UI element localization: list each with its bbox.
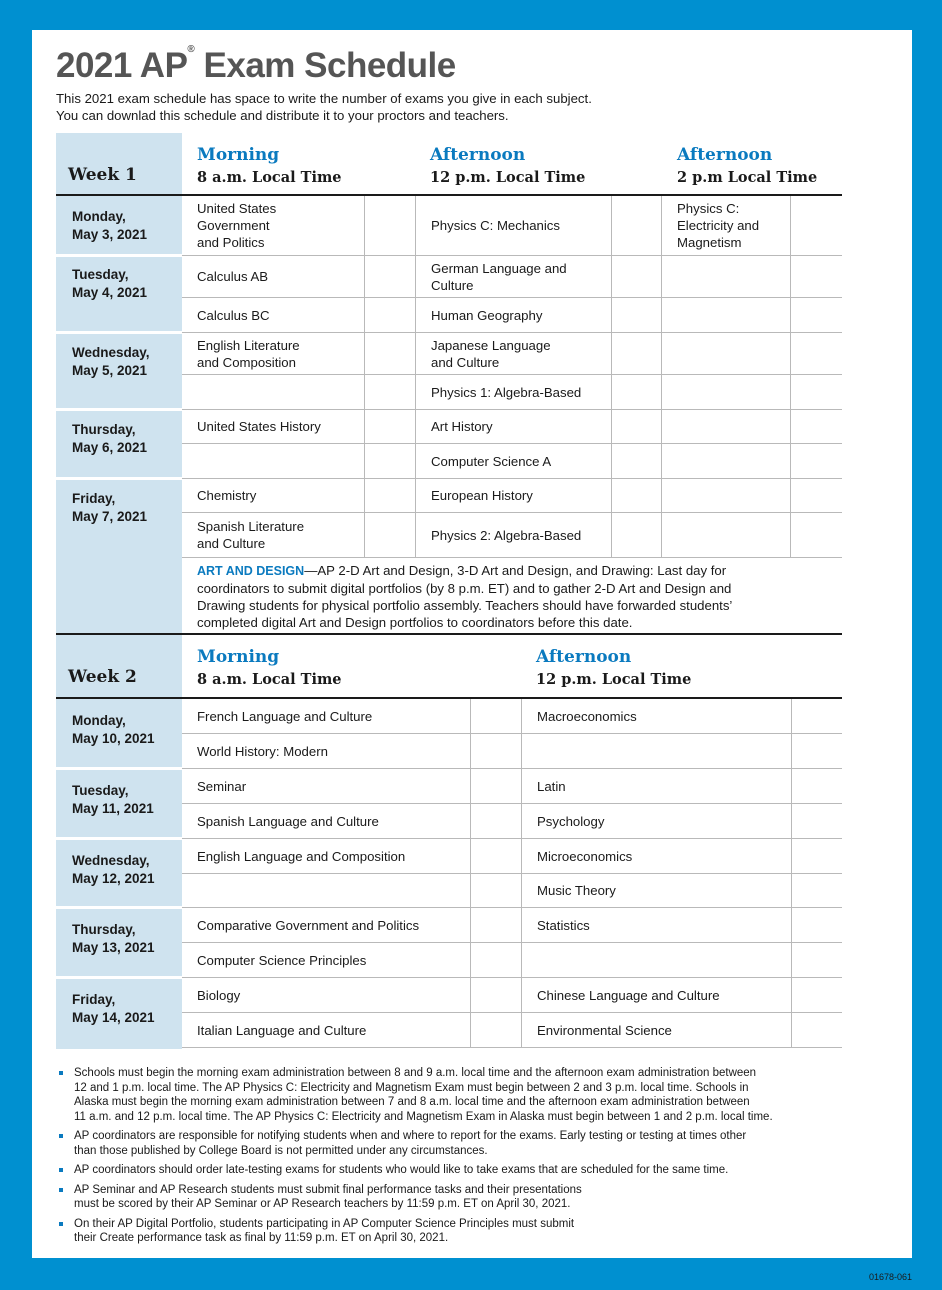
exam-cell: World History: Modern xyxy=(197,743,328,759)
day-date: May 5, 2021 xyxy=(72,363,148,378)
schedule-row xyxy=(182,410,842,444)
day-label xyxy=(72,490,147,526)
day-date: May 7, 2021 xyxy=(72,509,148,524)
exam-cell: Physics 2: Algebra-Based xyxy=(415,513,611,557)
footnote xyxy=(56,1183,846,1212)
exam-cell: English Literature and Composition xyxy=(197,337,300,370)
week1-label: Week 1 xyxy=(68,165,137,185)
exam-cell xyxy=(521,734,791,768)
exam-count-box[interactable] xyxy=(470,943,521,977)
intro-line: This 2021 exam schedule has space to write the number of exams you give in each subject. xyxy=(56,91,592,106)
exam-count-box[interactable] xyxy=(790,513,841,557)
footnote-line: 12 and 1 p.m. local time. The AP Physics C: Electricity and Magnetism Exam must begin between 2 and 3 p.m. local time. Schools in xyxy=(74,1081,749,1094)
exam-count-box[interactable] xyxy=(364,256,415,297)
day-name: Friday, xyxy=(72,992,116,1007)
schedule-row xyxy=(182,699,842,734)
week2-table xyxy=(56,635,842,1049)
exam-cell xyxy=(661,444,790,478)
title-rest: Exam Schedule xyxy=(194,46,456,85)
exam-count-box[interactable] xyxy=(791,874,842,907)
exam-count-box[interactable] xyxy=(364,410,415,443)
day-separator xyxy=(56,408,182,411)
exam-count-box[interactable] xyxy=(611,410,661,443)
footnote-line: 11 a.m. and 12 p.m. local time. The AP Physics C: Electricity and Magnetism Exam in Alaska must begin between 1 and 2 p.m. local time. xyxy=(74,1110,773,1123)
art-and-design-note xyxy=(182,562,842,631)
day-label xyxy=(72,421,147,457)
week2-afternoon-title: Afternoon xyxy=(536,647,632,667)
exam-count-box[interactable] xyxy=(790,333,841,374)
day-date: May 10, 2021 xyxy=(72,731,155,746)
day-date: May 14, 2021 xyxy=(72,1010,155,1025)
schedule-row xyxy=(182,479,842,513)
exam-count-box[interactable] xyxy=(791,699,842,733)
intro-line: You can downlad this schedule and distribute it to your proctors and teachers. xyxy=(56,108,509,123)
exam-cell xyxy=(661,375,790,409)
exam-cell: Seminar xyxy=(197,778,247,794)
schedule-row xyxy=(182,769,842,804)
day-separator xyxy=(56,767,182,770)
week2-header xyxy=(56,635,842,699)
day-date: May 4, 2021 xyxy=(72,285,148,300)
exam-cell: English Language and Composition xyxy=(197,848,406,864)
exam-cell: Spanish Language and Culture xyxy=(197,813,379,829)
exam-cell: Statistics xyxy=(521,908,791,942)
exam-count-box[interactable] xyxy=(790,444,841,478)
week1-morning-time: 8 a.m. Local Time xyxy=(197,169,342,186)
exam-cell: Spanish Literature and Culture xyxy=(197,519,305,551)
footnote-line: On their AP Digital Portfolio, students participating in AP Computer Science Principles must submit xyxy=(74,1217,575,1230)
schedule-row xyxy=(182,908,842,943)
exam-cell xyxy=(661,256,790,297)
exam-count-box[interactable] xyxy=(791,734,842,768)
exam-count-box[interactable] xyxy=(470,1013,521,1047)
footnote-line: Schools must begin the morning exam administration between 8 and 9 a.m. local time and the afternoon exam administration between xyxy=(74,1067,757,1079)
day-name: Wednesday, xyxy=(72,345,150,360)
exam-count-box[interactable] xyxy=(611,479,661,512)
day-label xyxy=(72,266,147,302)
exam-count-box[interactable] xyxy=(790,298,841,332)
exam-count-box[interactable] xyxy=(611,196,661,255)
exam-cell: Calculus AB xyxy=(197,269,269,284)
week1-afternoon-title: Afternoon xyxy=(430,145,526,165)
week2-label: Week 2 xyxy=(68,667,137,687)
day-separator xyxy=(56,976,182,979)
registered-mark: ® xyxy=(187,44,195,56)
intro-text xyxy=(56,90,816,124)
exam-count-box[interactable] xyxy=(790,256,841,297)
exam-count-box[interactable] xyxy=(791,1013,842,1047)
exam-count-box[interactable] xyxy=(611,298,661,332)
day-label xyxy=(72,921,155,957)
schedule-row xyxy=(182,513,842,558)
exam-count-box[interactable] xyxy=(470,699,521,733)
day-name: Friday, xyxy=(72,491,116,506)
exam-cell: United States Government and Politics xyxy=(197,201,277,250)
exam-count-box[interactable] xyxy=(364,196,415,255)
day-name: Wednesday, xyxy=(72,853,150,868)
exam-cell: French Language and Culture xyxy=(197,708,373,724)
exam-count-box[interactable] xyxy=(611,444,661,478)
week2-afternoon-time: 12 p.m. Local Time xyxy=(536,671,692,688)
exam-cell: Physics 1: Algebra-Based xyxy=(415,375,611,409)
exam-count-box[interactable] xyxy=(470,908,521,942)
exam-cell xyxy=(661,513,790,557)
schedule-row xyxy=(182,375,842,410)
day-label xyxy=(72,782,154,818)
footnote xyxy=(56,1066,846,1124)
footnote xyxy=(56,1129,846,1158)
exam-cell: Human Geography xyxy=(415,298,611,332)
exam-cell: Art History xyxy=(415,410,611,443)
schedule-row xyxy=(182,256,842,298)
day-name: Tuesday, xyxy=(72,783,129,798)
week2-morning-title: Morning xyxy=(197,647,280,667)
footnote-line: AP coordinators are responsible for notifying students when and where to report for the exams. Early testing or testing at times other xyxy=(74,1130,747,1142)
exam-cell xyxy=(661,479,790,512)
exam-count-box[interactable] xyxy=(790,479,841,512)
schedule-row xyxy=(182,839,842,874)
schedule-row xyxy=(182,298,842,333)
exam-count-box[interactable] xyxy=(791,943,842,977)
exam-count-box[interactable] xyxy=(470,734,521,768)
exam-cell: European History xyxy=(415,479,611,512)
day-label xyxy=(72,208,147,244)
day-date: May 6, 2021 xyxy=(72,440,148,455)
exam-cell xyxy=(661,333,790,374)
exam-count-box[interactable] xyxy=(790,410,841,443)
schedule-row xyxy=(182,1013,842,1048)
exam-cell: Computer Science Principles xyxy=(197,952,367,968)
page-title xyxy=(56,46,456,86)
exam-cell: United States History xyxy=(197,419,321,434)
exam-count-box[interactable] xyxy=(364,333,415,374)
art-note-line: coordinators to submit digital portfolios (by 8 p.m. ET) and to gather 2-D Art and Design and xyxy=(197,581,732,596)
exam-count-box[interactable] xyxy=(791,769,842,803)
exam-cell: Comparative Government and Politics xyxy=(197,917,420,933)
day-label xyxy=(72,344,150,380)
week1-header xyxy=(56,133,842,196)
exam-cell: Environmental Science xyxy=(521,1013,791,1047)
exam-cell: German Language and Culture xyxy=(415,256,611,297)
schedule-row xyxy=(182,978,842,1013)
day-separator xyxy=(56,837,182,840)
exam-count-box[interactable] xyxy=(791,839,842,873)
day-name: Tuesday, xyxy=(72,267,129,282)
exam-count-box[interactable] xyxy=(470,978,521,1012)
schedule-page xyxy=(32,30,912,1258)
exam-cell: Chemistry xyxy=(197,488,257,503)
day-separator xyxy=(56,254,182,257)
week1-afternoon-time: 12 p.m. Local Time xyxy=(430,169,586,186)
exam-cell: Music Theory xyxy=(521,874,791,907)
exam-count-box[interactable] xyxy=(470,839,521,873)
exam-count-box[interactable] xyxy=(470,874,521,907)
exam-cell: Physics C: Electricity and Magnetism xyxy=(661,196,790,255)
schedule-row xyxy=(182,943,842,978)
day-date: May 3, 2021 xyxy=(72,227,148,242)
week2-morning-time: 8 a.m. Local Time xyxy=(197,671,342,688)
exam-cell: Japanese Language and Culture xyxy=(415,333,611,374)
exam-cell: Macroeconomics xyxy=(521,699,791,733)
day-date: May 12, 2021 xyxy=(72,871,155,886)
day-name: Thursday, xyxy=(72,422,136,437)
exam-cell: Latin xyxy=(521,769,791,803)
week1-table xyxy=(56,133,842,633)
exam-cell: Psychology xyxy=(521,804,791,838)
exam-count-box[interactable] xyxy=(611,256,661,297)
schedule-row xyxy=(182,734,842,769)
exam-cell: Computer Science A xyxy=(415,444,611,478)
footnote-line: AP coordinators should order late-testing exams for students who would like to take exams that are scheduled for the same time. xyxy=(74,1164,729,1176)
day-name: Monday, xyxy=(72,209,126,224)
footnotes xyxy=(56,1066,846,1251)
footnote-line: than those published by College Board is not permitted under any circumstances. xyxy=(74,1144,488,1157)
exam-count-box[interactable] xyxy=(791,978,842,1012)
exam-cell: Physics C: Mechanics xyxy=(415,196,611,255)
day-label xyxy=(72,852,155,888)
exam-cell xyxy=(182,375,364,409)
exam-cell: Calculus BC xyxy=(197,307,270,323)
art-note-line: Drawing students for physical portfolio assembly. Teachers should have forwarded students’ xyxy=(197,598,733,613)
schedule-row xyxy=(182,804,842,839)
day-separator xyxy=(56,906,182,909)
exam-count-box[interactable] xyxy=(470,769,521,803)
schedule-row xyxy=(182,874,842,908)
art-note-line: —AP 2-D Art and Design, 3-D Art and Design, and Drawing: Last day for xyxy=(304,563,727,578)
exam-count-box[interactable] xyxy=(364,479,415,512)
exam-cell: Chinese Language and Culture xyxy=(521,978,791,1012)
exam-count-box[interactable] xyxy=(611,333,661,374)
exam-count-box[interactable] xyxy=(791,804,842,838)
exam-cell xyxy=(521,943,791,977)
day-separator xyxy=(56,477,182,480)
footnote xyxy=(56,1217,846,1246)
exam-cell: Italian Language and Culture xyxy=(197,1022,367,1038)
schedule-row xyxy=(182,333,842,375)
day-date: May 11, 2021 xyxy=(72,801,154,816)
schedule-row xyxy=(182,444,842,479)
schedule-row xyxy=(182,196,842,256)
footnote-line: their Create performance task as final by 11:59 p.m. ET on April 30, 2021. xyxy=(74,1232,449,1244)
exam-count-box[interactable] xyxy=(364,513,415,557)
exam-cell: Biology xyxy=(197,987,241,1003)
art-note-line: completed digital Art and Design portfolios to coordinators before this date. xyxy=(197,615,633,630)
footnote-line: AP Seminar and AP Research students must submit final performance tasks and their presentations xyxy=(74,1183,582,1196)
exam-cell xyxy=(182,874,470,907)
exam-count-box[interactable] xyxy=(364,375,415,409)
day-label xyxy=(72,991,155,1027)
exam-cell xyxy=(182,444,364,478)
week1-morning-title: Morning xyxy=(197,145,280,165)
exam-count-box[interactable] xyxy=(611,375,661,409)
week1-afternoon2-title: Afternoon xyxy=(677,145,773,165)
document-code: 01678-061 xyxy=(868,1272,912,1282)
title-main: 2021 AP xyxy=(56,46,188,85)
exam-cell xyxy=(661,410,790,443)
footnote-line: Alaska must begin the morning exam administration between 7 and 8 a.m. local time and the afternoon exam administration between xyxy=(74,1096,750,1108)
footnote-line: must be scored by their AP Seminar or AP Research teachers by 11:59 p.m. ET on April 30, 2021. xyxy=(74,1198,571,1210)
exam-count-box[interactable] xyxy=(790,196,841,255)
exam-cell xyxy=(661,298,790,332)
day-date: May 13, 2021 xyxy=(72,940,155,955)
exam-count-box[interactable] xyxy=(364,444,415,478)
exam-count-box[interactable] xyxy=(470,804,521,838)
day-separator xyxy=(56,331,182,334)
exam-count-box[interactable] xyxy=(790,375,841,409)
day-label xyxy=(72,712,155,748)
day-name: Thursday, xyxy=(72,922,136,937)
exam-count-box[interactable] xyxy=(364,298,415,332)
exam-cell: Microeconomics xyxy=(521,839,791,873)
week1-afternoon2-time: 2 p.m Local Time xyxy=(677,169,818,186)
art-and-design-label: ART AND DESIGN xyxy=(197,564,305,578)
exam-count-box[interactable] xyxy=(791,908,842,942)
footnote xyxy=(56,1163,846,1178)
day-name: Monday, xyxy=(72,713,126,728)
exam-count-box[interactable] xyxy=(611,513,661,557)
